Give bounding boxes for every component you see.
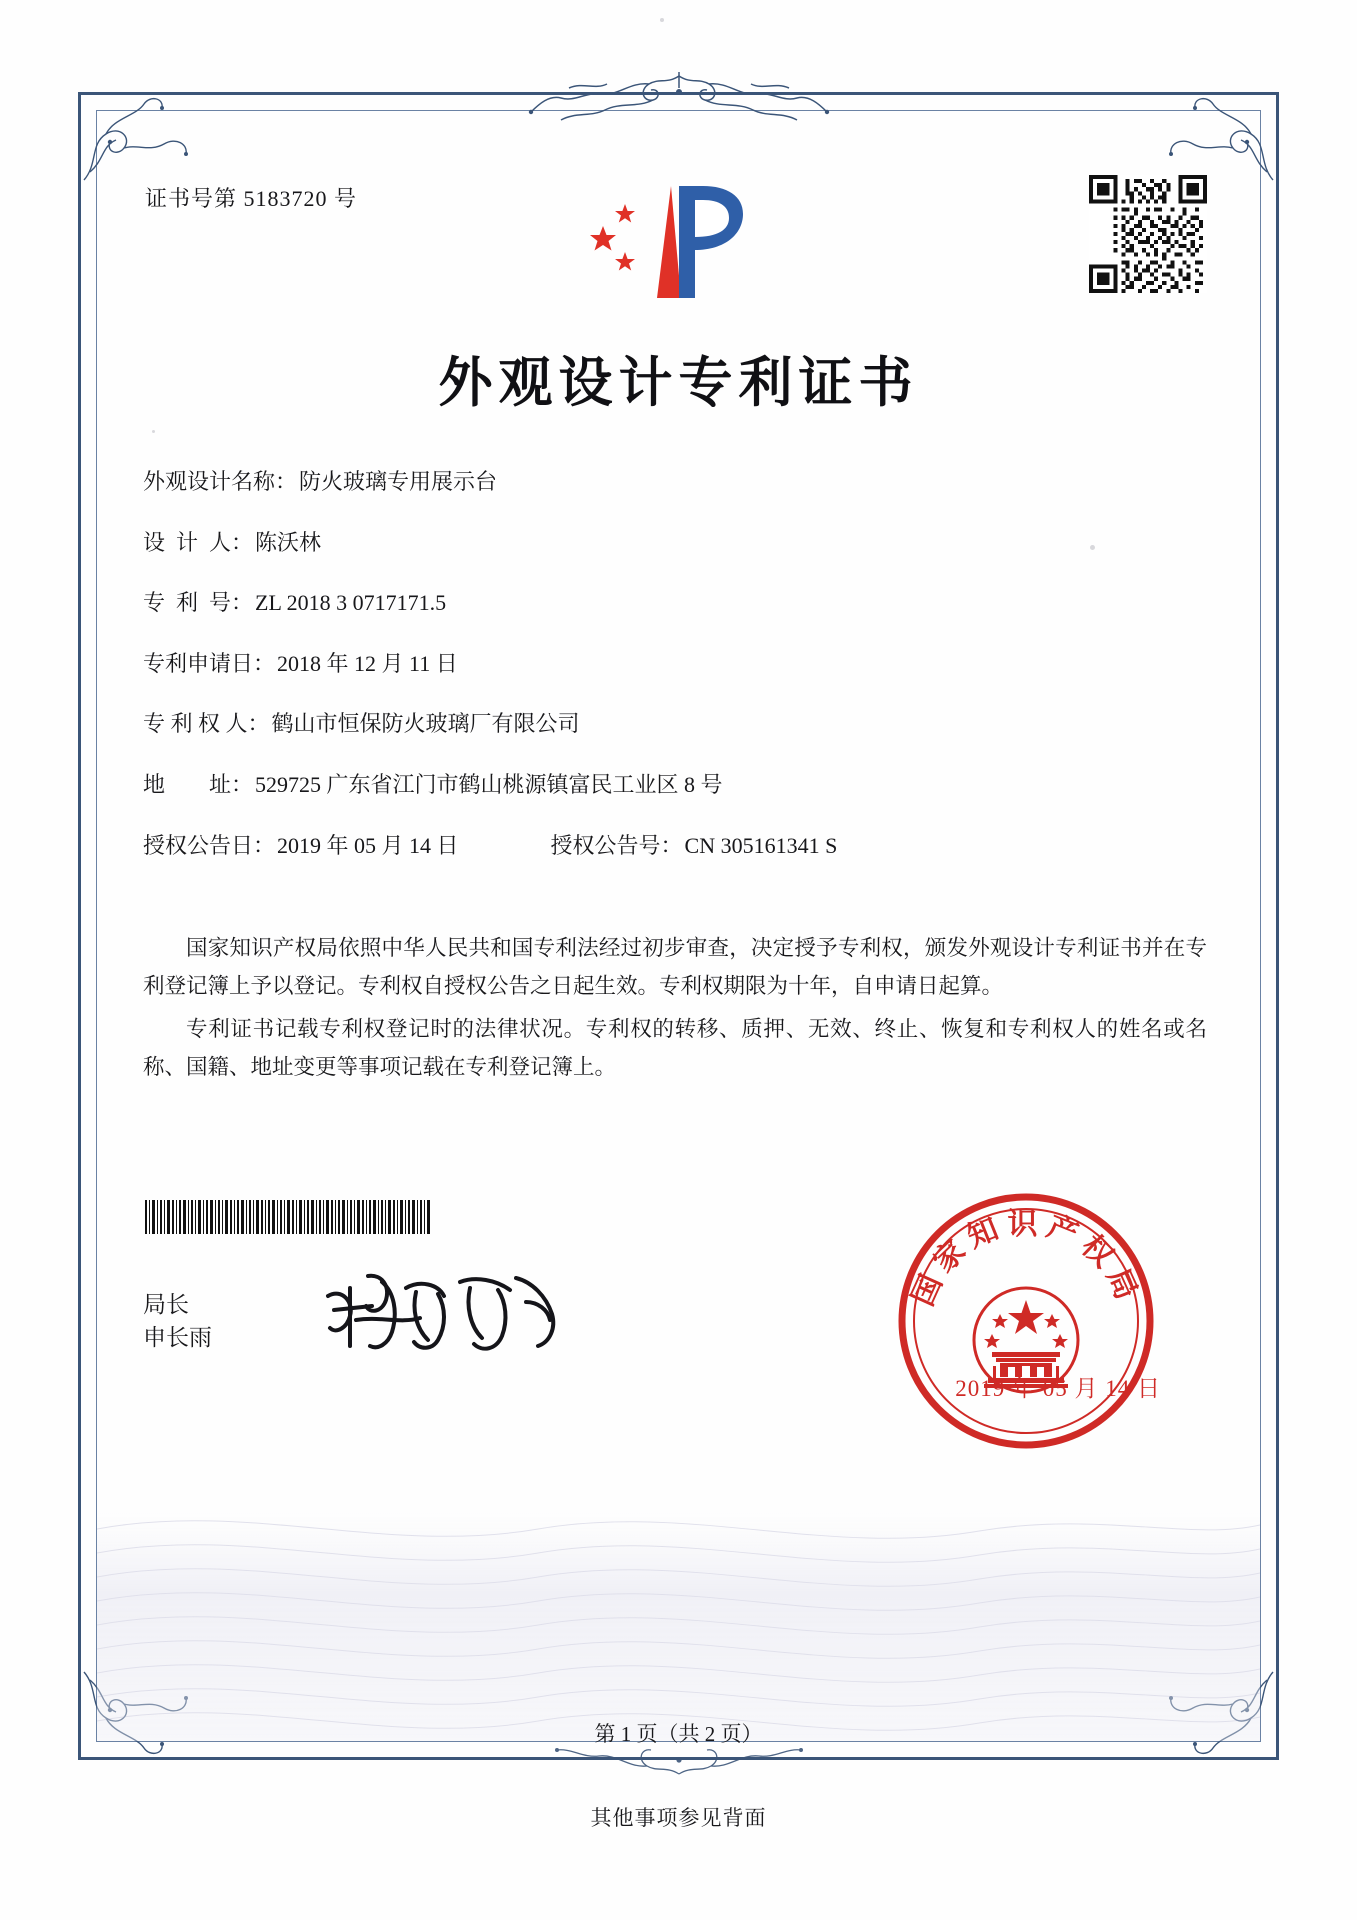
field-value: 防火玻璃专用展示台 — [299, 469, 498, 494]
field-value: 529725 广东省江门市鹤山桃源镇富民工业区 8 号 — [255, 771, 723, 797]
grant-date-label: 授权公告日： — [143, 832, 276, 858]
certificate-number: 证书号第 5183720 号 — [145, 186, 358, 211]
office-name: 申长雨 — [143, 1325, 212, 1351]
field-grant-row — [143, 832, 1207, 861]
field-label: 专 利 权 人： — [143, 711, 270, 737]
field-value: ZL 2018 3 0717171.5 — [255, 590, 447, 616]
field-label: 专 利 号： — [143, 590, 254, 616]
field-application-date — [143, 650, 1207, 679]
field-label: 设 计 人： — [143, 529, 254, 555]
field-label: 外观设计名称： — [143, 469, 298, 494]
field-address — [143, 771, 1207, 800]
field-designer — [143, 529, 1207, 558]
qr-code — [1089, 175, 1207, 293]
cnipa-logo — [579, 180, 779, 315]
paragraph-2: 专利证书记载专利权登记时的法律状况。专利权的转移、质押、无效、终止、恢复和专利权人的姓名或名称、国籍、地址变更等事项记载在专利登记簿上。 — [143, 1017, 1207, 1079]
field-label: 专利申请日： — [143, 650, 276, 676]
field-design-name — [143, 468, 1207, 497]
field-label: 地 址： — [143, 771, 254, 797]
speckle — [660, 18, 664, 22]
grant-date-value: 2019 年 05 月 14 日 — [277, 832, 459, 858]
handwritten-signature — [320, 1258, 570, 1363]
page-title: 外观设计专利证书 — [438, 353, 919, 413]
page-number: 第 1 页（共 2 页） — [594, 1722, 763, 1746]
grant-number-value: CN 305161341 S — [684, 832, 838, 858]
legal-text — [143, 930, 1207, 1093]
barcode — [145, 1200, 430, 1234]
signature-block — [143, 1288, 212, 1355]
grant-number-label: 授权公告号： — [550, 832, 683, 858]
field-value: 陈沃林 — [255, 529, 322, 555]
field-patent-number — [143, 589, 1207, 618]
field-patentee — [143, 710, 1207, 739]
seal-date: 2019 年 05 月 14 日 — [955, 1376, 1161, 1401]
official-seal — [895, 1190, 1157, 1452]
field-value: 鹤山市恒保防火玻璃厂有限公司 — [271, 711, 580, 737]
field-list — [143, 468, 1207, 892]
top-ornament-icon — [509, 68, 849, 134]
field-value: 2018 年 12 月 11 日 — [277, 650, 458, 676]
back-note: 其他事项参见背面 — [590, 1806, 767, 1830]
watermark-wave-band — [97, 1481, 1260, 1741]
svg-text:国家知识产权局: 国家知识产权局 — [906, 1208, 1146, 1311]
office-label: 局长 — [143, 1292, 189, 1317]
paragraph-1: 国家知识产权局依照中华人民共和国专利法经过初步审查，决定授予专利权，颁发外观设计专利证书并在专利登记簿上予以登记。专利权自授权公告之日起生效。专利权期限为十年，自申请日起算。 — [143, 936, 1207, 998]
